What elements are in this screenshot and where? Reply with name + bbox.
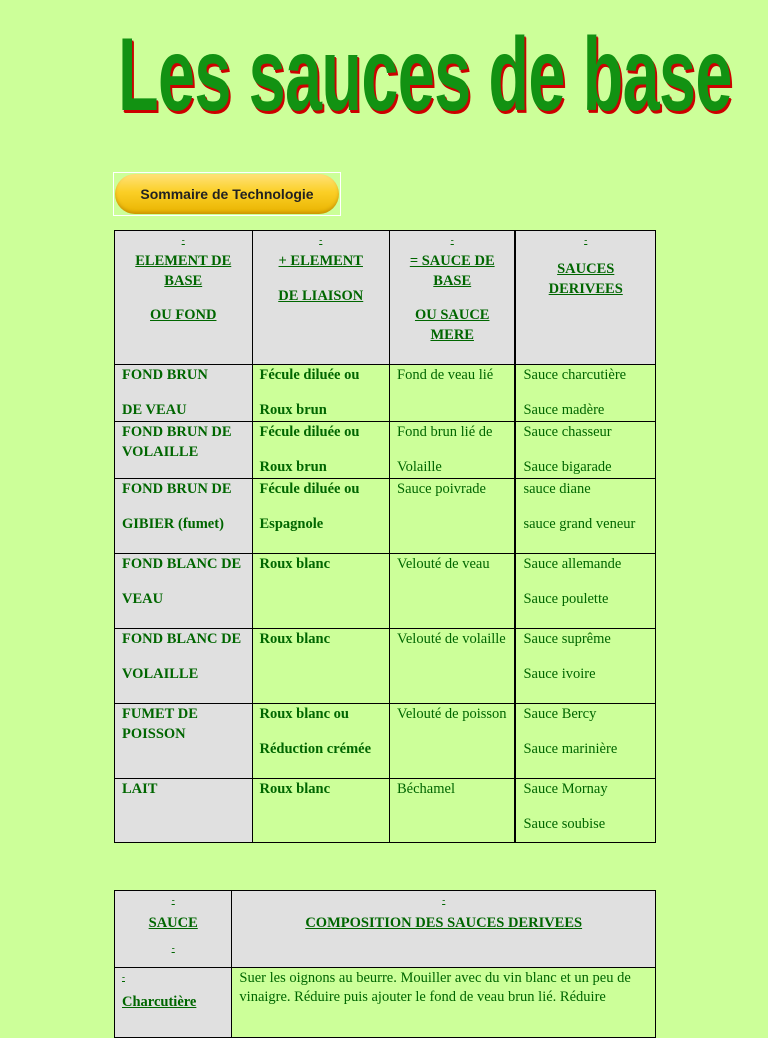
table-row	[115, 629, 656, 704]
cell-line: FOND BLANC DE	[122, 556, 242, 572]
cell-line: DE VEAU	[122, 401, 187, 418]
cell-line: GIBIER (fumet)	[122, 515, 224, 532]
mother-sauce-cell	[390, 554, 516, 629]
mother-sauce-cell	[390, 629, 516, 704]
header-dash: -	[584, 235, 588, 245]
cell-line: Sauce bigarade	[523, 458, 612, 475]
cell-line: Roux blanc	[259, 781, 331, 797]
header-dash: -	[442, 895, 446, 905]
header-dash: -	[181, 235, 185, 245]
header-line: OU FOND	[150, 307, 217, 323]
derived-sauces-cell	[515, 365, 655, 422]
cell-line: Roux blanc	[259, 631, 331, 647]
cell-line: Velouté de volaille	[397, 631, 506, 647]
cell-line: FOND BRUN	[122, 367, 208, 383]
summary-technology-button[interactable]	[113, 172, 341, 216]
cell-line: Sauce poulette	[523, 590, 609, 607]
header-line: SAUCES DERIVEES	[548, 261, 623, 297]
cell-line: Sauce Mornay	[523, 781, 608, 797]
base-sauces-table	[114, 230, 656, 843]
table-header-row	[115, 231, 656, 365]
derived-sauces-cell	[515, 479, 655, 554]
cell-line: Roux blanc ou	[259, 706, 349, 722]
header-dash: -	[319, 235, 323, 245]
table-row	[115, 779, 656, 843]
derived-sauces-cell	[515, 704, 655, 779]
base-element-cell	[115, 629, 253, 704]
cell-line: Sauce soubise	[523, 815, 606, 832]
cell-line: Fond brun lié de	[397, 424, 493, 440]
derived-sauces-cell	[515, 779, 655, 843]
cell-line: Roux brun	[259, 458, 327, 475]
cell-line: Sauce madère	[523, 401, 605, 418]
cell-line: sauce grand veneur	[523, 515, 636, 532]
binding-element-cell	[252, 779, 390, 843]
cell-line: Sauce chasseur	[523, 424, 612, 440]
header-composition	[232, 891, 656, 968]
binding-element-cell	[252, 704, 390, 779]
table-header-row	[115, 891, 656, 968]
cell-line: Béchamel	[397, 781, 455, 797]
cell-line: FUMET DE POISSON	[122, 706, 198, 742]
page-title: Les sauces de base	[118, 17, 732, 133]
sauce-name-cell	[115, 968, 232, 1038]
base-element-cell	[115, 779, 253, 843]
cell-line: LAIT	[122, 781, 158, 797]
table-row	[115, 422, 656, 479]
header-line: + ELEMENT	[278, 253, 363, 269]
header-line: = SAUCE DE BASE	[409, 253, 495, 289]
header-line: COMPOSITION DES SAUCES DERIVEES	[305, 915, 583, 931]
binding-element-cell	[252, 422, 390, 479]
cell-line: Sauce poivrade	[397, 481, 486, 497]
header-line: OU SAUCE MERE	[414, 307, 490, 343]
cell-line: Sauce Bercy	[523, 706, 597, 722]
header-sauces-derivees	[515, 231, 655, 365]
header-dash: -	[171, 895, 175, 905]
mother-sauce-cell	[390, 479, 516, 554]
cell-line: Fécule diluée ou	[259, 367, 360, 383]
base-element-cell	[115, 422, 253, 479]
cell-line: Sauce charcutière	[523, 367, 627, 383]
cell-line: Réduction crémée	[259, 740, 372, 757]
cell-line: Fécule diluée ou	[259, 424, 360, 440]
binding-element-cell	[252, 479, 390, 554]
cell-line: Sauce suprême	[523, 631, 611, 647]
mother-sauce-cell	[390, 365, 516, 422]
cell-line: FOND BRUN DE	[122, 481, 232, 497]
cell-dash: -	[122, 972, 125, 982]
cell-line: Volaille	[397, 458, 442, 475]
header-element-de-base	[115, 231, 253, 365]
table-row	[115, 554, 656, 629]
mother-sauce-cell	[390, 422, 516, 479]
sauce-name: Charcutière	[122, 994, 197, 1010]
table-row	[115, 365, 656, 422]
mother-sauce-cell	[390, 779, 516, 843]
table-row	[115, 479, 656, 554]
derived-sauces-cell	[515, 422, 655, 479]
cell-line: Velouté de poisson	[397, 706, 507, 722]
cell-line: Sauce allemande	[523, 556, 622, 572]
derived-sauces-cell	[515, 629, 655, 704]
header-sauce	[115, 891, 232, 968]
header-sauce-de-base	[390, 231, 516, 365]
base-element-cell	[115, 704, 253, 779]
composition-cell	[232, 968, 656, 1038]
cell-line: Fond de veau lié	[397, 367, 494, 383]
cell-line: VEAU	[122, 590, 164, 607]
cell-line: Espagnole	[259, 515, 324, 532]
cell-line: Roux blanc	[259, 556, 331, 572]
cell-line: Roux brun	[259, 401, 327, 418]
header-line: ELEMENT DE BASE	[135, 253, 232, 289]
cell-line: sauce diane	[523, 481, 591, 497]
header-element-de-liaison	[252, 231, 390, 365]
binding-element-cell	[252, 554, 390, 629]
cell-line: FOND BLANC DE	[122, 631, 242, 647]
cell-line: Sauce marinière	[523, 740, 618, 757]
header-line: DE LIAISON	[278, 287, 364, 304]
cell-line: Velouté de veau	[397, 556, 490, 572]
derived-sauces-cell	[515, 554, 655, 629]
table-row	[115, 704, 656, 779]
base-element-cell	[115, 479, 253, 554]
table-row	[115, 968, 656, 1038]
derived-sauces-composition-table	[114, 890, 656, 1038]
binding-element-cell	[252, 365, 390, 422]
cell-line: Fécule diluée ou	[259, 481, 360, 497]
header-dash: -	[171, 942, 175, 953]
mother-sauce-cell	[390, 704, 516, 779]
cell-line: Sauce ivoire	[523, 665, 596, 682]
cell-line: FOND BRUN DE VOLAILLE	[122, 424, 232, 460]
binding-element-cell	[252, 629, 390, 704]
composition-text: Suer les oignons au beurre. Mouiller avec du vin blanc et un peu de vinaigre. Réduire puis ajouter le fond de veau brun lié. Réduire	[239, 970, 631, 1005]
summary-technology-button-label: Sommaire de Technologie	[115, 174, 339, 214]
base-element-cell	[115, 554, 253, 629]
header-line: SAUCE	[148, 915, 198, 931]
header-dash: -	[450, 235, 454, 245]
base-element-cell	[115, 365, 253, 422]
cell-line: VOLAILLE	[122, 665, 199, 682]
